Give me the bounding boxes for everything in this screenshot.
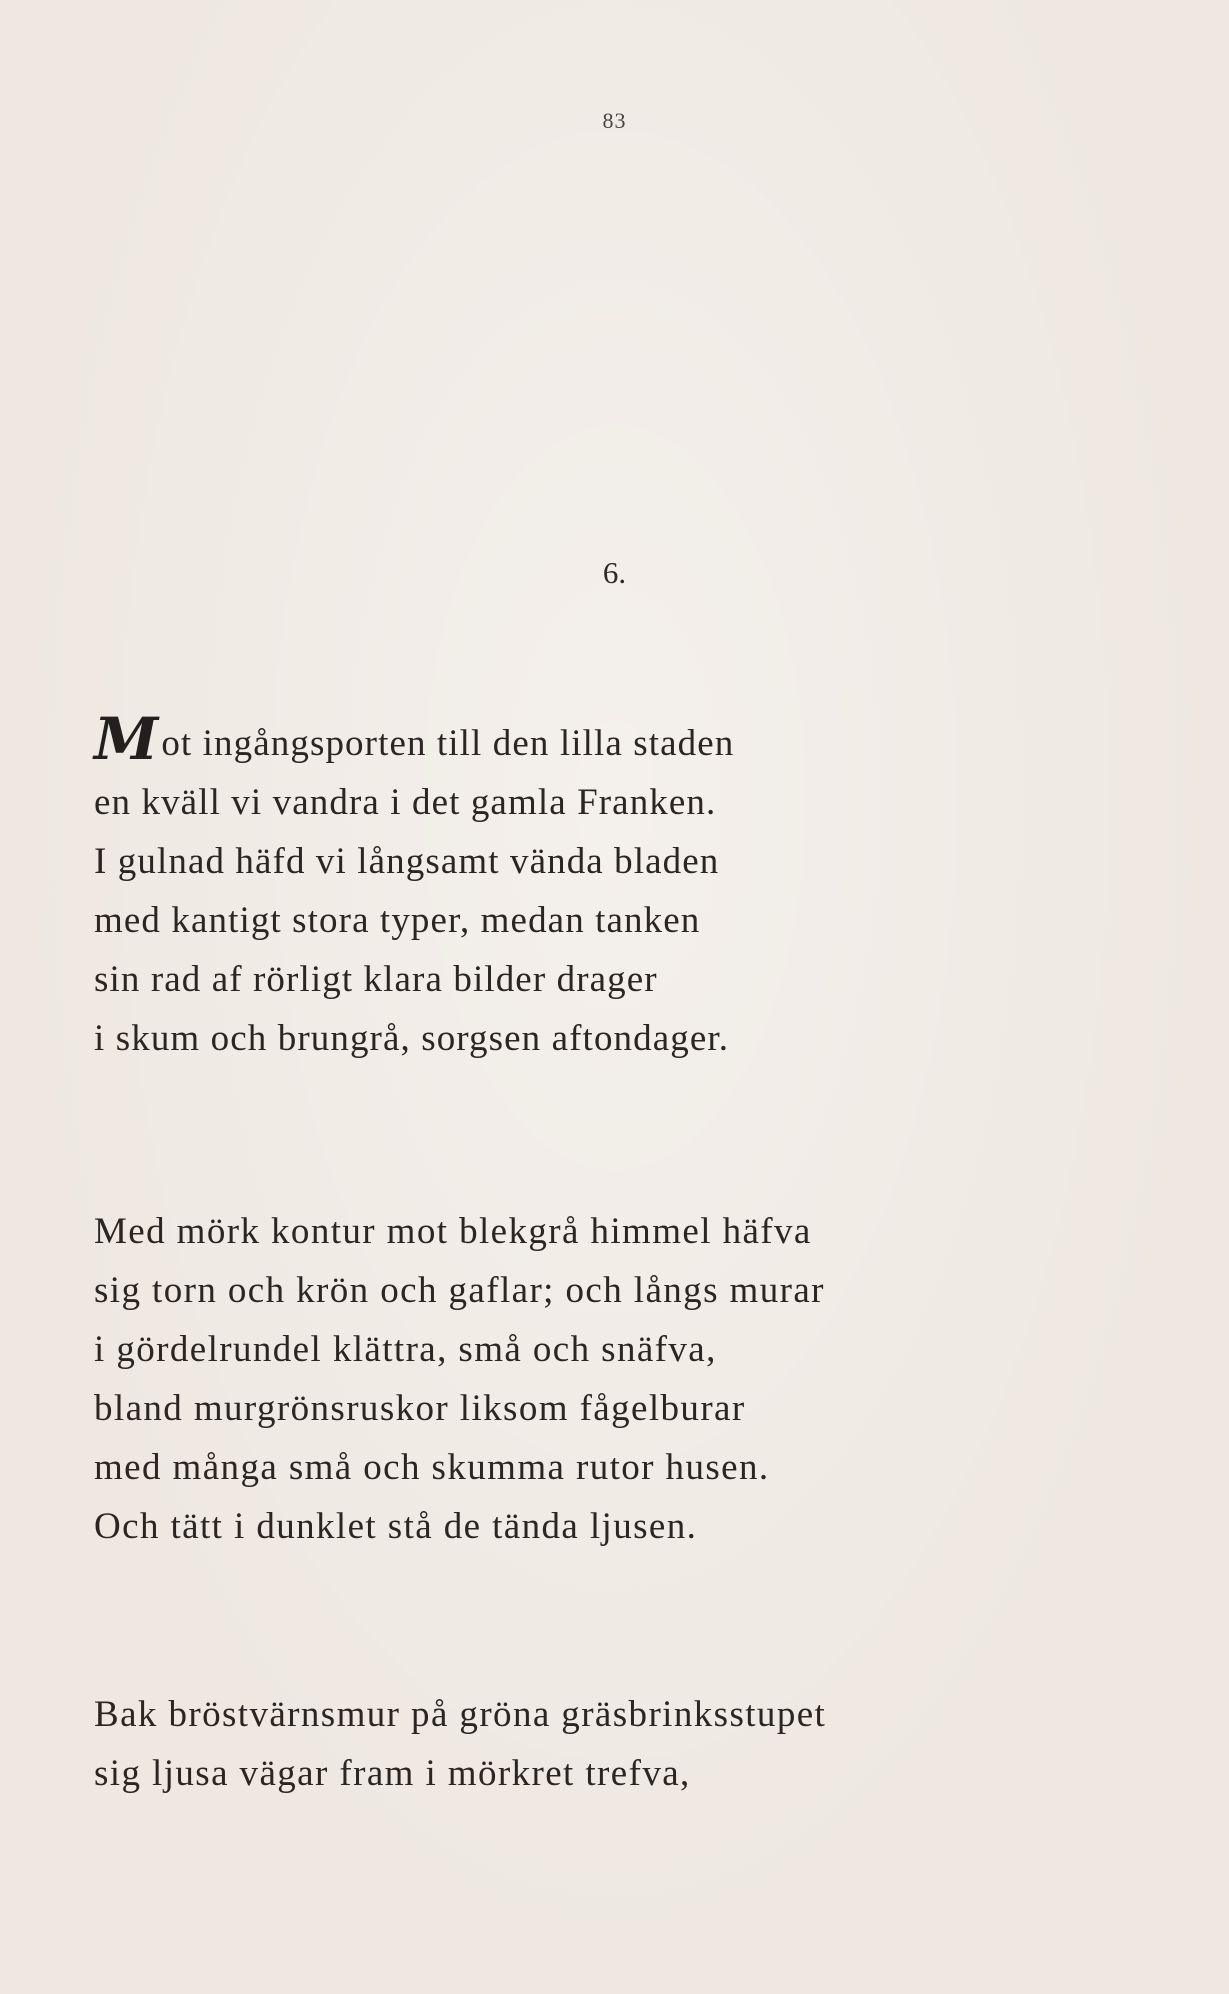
page-number: 83 [602,108,627,133]
poem-line: I gulnad häfd vi långsamt vända bladen [94,841,720,882]
poem-line: en kväll vi vandra i det gamla Franken. [94,782,717,823]
poem-number: 6. [602,555,627,590]
stanza-2 [94,1202,1134,1556]
poem-line [94,705,1134,773]
poem-line: Bak bröstvärnsmur på gröna gräsbrinksstupet [94,1694,827,1735]
poem-line: Med mörk kontur mot blekgrå himmel häfva [94,1211,812,1252]
poem-line: sin rad af rörligt klara bilder drager [94,959,658,1000]
stanza-3 [94,1685,1134,1803]
first-line-text: ot ingångsporten till den lilla staden [161,723,735,764]
stanza-1 [94,705,1134,1068]
poem-line: i gördelrundel klättra, små och snäfva, [94,1329,717,1370]
poem-line: i skum och brungrå, sorgsen aftondager. [94,1018,730,1059]
poem-line: Och tätt i dunklet stå de tända ljusen. [94,1506,698,1547]
poem-line: med många små och skumma rutor husen. [94,1447,770,1488]
poem-line: sig ljusa vägar fram i mörkret trefva, [94,1753,691,1794]
drop-cap-initial: M [94,705,160,773]
poem-line: sig torn och krön och gaflar; och långs murar [94,1270,825,1311]
poem-line: med kantigt stora typer, medan tanken [94,900,701,941]
poem-line: bland murgrönsruskor liksom fågelburar [94,1388,746,1429]
